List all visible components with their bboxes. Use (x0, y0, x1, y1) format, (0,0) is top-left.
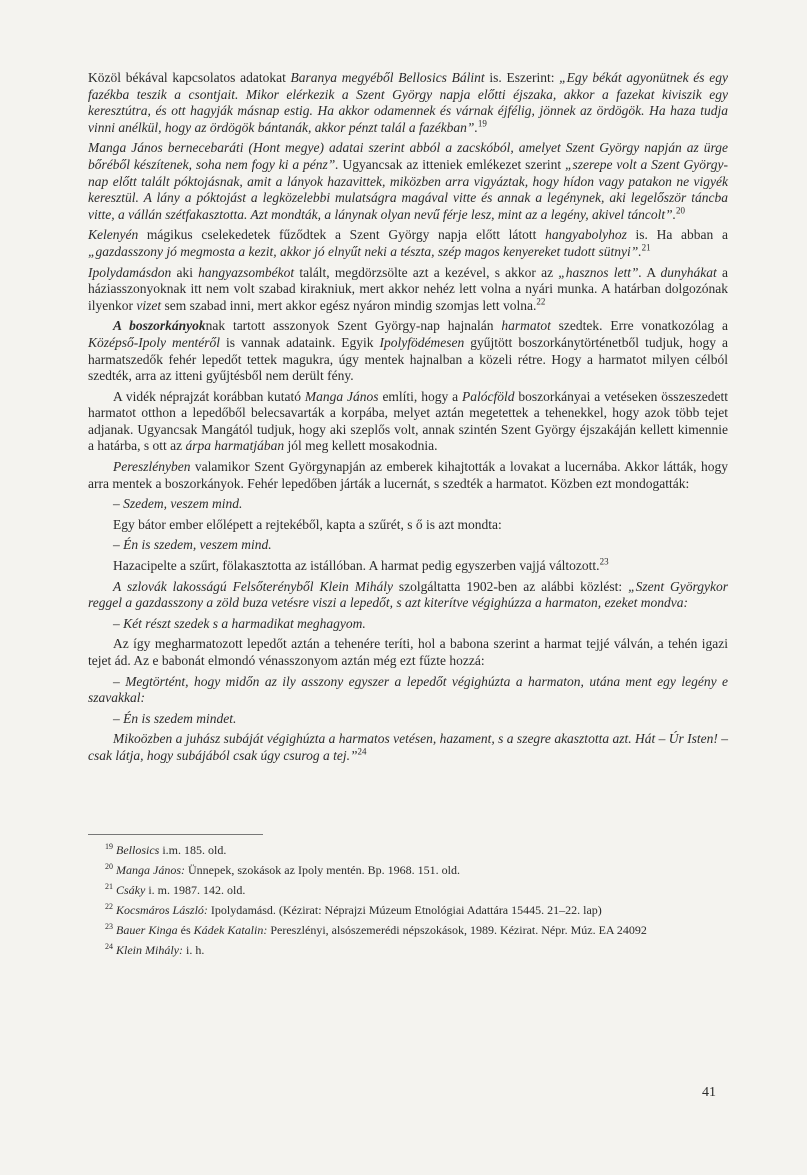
footnote (105, 882, 728, 898)
text-span: Közöl békával kapcsolatos adatokat (88, 70, 291, 85)
text-span: i.m. 185. old. (159, 843, 227, 857)
text-span: Manga János bernecebaráti (Hont megye) adatai szerint abból a zacskóból, amelyet Szent György napján az ürge bőréből készítenek, soha nem fogy ki a pénz”. (88, 140, 728, 172)
text-span: Én is szedem, veszem mind. (123, 537, 272, 553)
footnote-number: 21 (105, 882, 113, 891)
paragraph (88, 389, 728, 455)
text-span: Kocsmáros László: (116, 903, 208, 917)
dialogue-line (88, 537, 728, 554)
text-span: mágikus cselekedetek fűződtek a Szent György napja előtt látott (138, 227, 546, 243)
text-span: – (113, 710, 124, 726)
text-span: Klein Mihály: (116, 943, 183, 957)
text-span: Manga János (304, 388, 379, 404)
text-span: i. m. 1987. 142. old. (145, 883, 246, 897)
text-span: Pereszlényben (113, 459, 191, 475)
footnote-ref: 19 (477, 118, 487, 129)
text-span: aki (171, 264, 199, 280)
dialogue-line (88, 616, 728, 633)
paragraph (88, 731, 728, 764)
text-span: Pereszlényi, alsószemerédi népszokások, 1989. Kézirat. Népr. Múz. EA 24092 (267, 923, 647, 937)
footnote-number: 19 (105, 842, 113, 851)
text-span: A szlovák lakosságú Felsőterényből Klein Mihály (113, 578, 393, 594)
text-span: Ipolydamásdon (88, 264, 172, 280)
footnote (105, 922, 728, 938)
footnote (105, 862, 728, 878)
text-span: – (113, 673, 126, 689)
footnote-ref: 23 (599, 556, 609, 567)
text-span: i. h. (182, 943, 205, 957)
text-span: és (177, 923, 194, 937)
footnote-number: 20 (105, 862, 113, 871)
text-span: harmatot (501, 318, 551, 334)
text-span: „hasznos lett”. (558, 264, 642, 280)
text-span: nak tartott asszonyok Szent György-nap hajnalán (205, 318, 502, 334)
text-span: „Szent Györgykor reggel a gazdasszony a zöld buza vetésre viszi a lepedőt, s azt kiterítve végighúzza a harmaton, ezeket mondva: (88, 578, 728, 611)
text-span: is. Ha abban a (626, 227, 728, 243)
text-span: árpa harmatjában (185, 438, 285, 454)
paragraph (88, 558, 728, 575)
text-span: is vannak adataink. Egyik (220, 334, 380, 350)
text-span: Egy bátor ember előlépett a rejtekéből, kapta a szűrét, s ő is azt mondta: (113, 516, 502, 532)
text-span: A vidék néprajzát korábban kutató (113, 388, 305, 404)
text-span: „gazdasszony jó megmosta a kezit, akkor jó elnyűt neki a tészta, szép magos kenyereket tudott sütnyi”. (88, 243, 642, 259)
text-span: hangyazsombékot (198, 264, 295, 280)
text-span: Bellosics (116, 843, 160, 857)
footnote (105, 942, 728, 958)
text-span: Manga János: (116, 863, 185, 877)
text-span: talált, megdörzsölte azt a kezével, s akkor az (294, 264, 559, 280)
text-span: Hazacipelte a szűrt, fölakasztotta az istállóban. A harmat pedig egyszerben vajjá változott. (113, 558, 600, 574)
text-span: A (641, 264, 661, 280)
text-span: – (113, 615, 124, 631)
text-span: Csáky (116, 883, 146, 897)
page-number: 41 (702, 1085, 716, 1100)
footnote-ref: 24 (357, 746, 367, 757)
paragraph (88, 227, 728, 260)
paragraph (88, 318, 728, 384)
paragraph (88, 579, 728, 612)
text-span: Kádek Katalin: (193, 923, 268, 937)
paragraph (88, 140, 728, 223)
footnote-number: 22 (105, 902, 113, 911)
footnote-number: 23 (105, 922, 113, 931)
text-span: Középső-Ipoly mentéről (88, 334, 221, 350)
text-span: valamikor Szent Györgynapján az emberek kihajtották a lovakat a lucernába. Akkor látták, hogy arra mentek a boszorkányok. Fehér lepedőben járták a lucernát, s szedték a harmatot. Közben ezt mondogatták: (88, 459, 728, 491)
text-span: boszorkányai a vetéseken összeszedett harmatot otthon a lepedőből belecsavarták a korpába, melyet aztán megetettek a tehenekkel, hogy azok több tejet adjanak. Ugyancsak Mangától tudjuk, hogy aki szeplős volt, annak szintén Szent György éjszakáján kellett kimennie a határba, s ott az (88, 388, 728, 454)
text-span: sem szabad inni, mert akkor egész nyáron mindig szomjas lett volna. (161, 297, 537, 313)
text-span: Palócföld (462, 388, 515, 404)
text-span: hangyabolyhoz (545, 227, 627, 243)
text-span: Bauer Kinga (116, 923, 178, 937)
text-span: Ipolyfödémesen (379, 334, 465, 350)
text-span: Baranya megyéből Bellosics Bálint (290, 70, 485, 85)
text-span: Ünnepek, szokások az Ipoly mentén. Bp. 1968. 151. old. (185, 863, 460, 877)
paragraph (88, 636, 728, 669)
text-span: a háziasszonyoknak itt nem volt szabad kirakniuk, mert akkor nehéz lett volna a nyári munka. A határban dolgozónak ilyenkor (88, 264, 728, 313)
footnote-number: 24 (105, 942, 113, 951)
text-span: is. Eszerint: (484, 70, 560, 85)
text-span: vizet (136, 297, 162, 313)
text-span: – (113, 496, 124, 512)
text-span: „Egy békát agyonütnek és egy fazékba teszik a csontjait. Mikor elérkezik a Szent György napja előtti éjszaka, akkor a fazekat kiviszik egy keresztútra, és ott hagyják másnap estig. Ha akkor odamennek és várnak éjfélig, jönnek az ördögök. Ha haza tudja vinni anélkül, hogy az ördögök bántanák, akkor pénzt talál a fazékban”. (88, 70, 728, 135)
body-text (88, 70, 728, 769)
text-span: „szerepe volt a Szent György-nap előtt talált póktojásnak, amit a lányok hazavittek, miközben arra vigyáztak, hogy hídon vagy patakon ne vigyék keresztül. A lány a póktojást a legközelebbi mulatságra magával vitte és annak a legénynek, aki legelőször táncba vitte, a vállán szétfakasztotta. Azt mondták, a lánynak olyan nevű férje lesz, mint az a legény, akivel táncolt”. (88, 156, 728, 222)
text-span: gyűjtött boszorkánytörténetből tudjuk, hogy a harmatszedők fehér lepedőt tettek magukra, úgy mentek hajnalban a közeli rétre. Hogy a harmatot milyen célból szedték, arra az itteni gyűjtésből nem derült fény. (88, 334, 729, 384)
footnote (105, 902, 728, 918)
text-span: Szedem, veszem mind. (123, 496, 243, 512)
footnotes (105, 842, 728, 962)
footnote-ref: 22 (536, 296, 546, 307)
text-span: Két részt szedek s a harmadikat meghagyom. (123, 615, 366, 631)
text-span: Ipolydamásd. (Kézirat: Néprajzi Múzeum Etnológiai Adattára 15445. 21–22. lap) (207, 903, 602, 917)
dialogue-line (88, 496, 728, 513)
paragraph (88, 517, 728, 534)
text-span: Ugyancsak az itteniek emlékezet szerint (338, 156, 566, 172)
paragraph (88, 265, 728, 315)
text-span: szedtek. Erre vonatkozólag a (550, 318, 728, 334)
text-span: – (113, 537, 124, 553)
paragraph (88, 70, 728, 136)
footnote-ref: 21 (641, 242, 651, 253)
footnote (105, 842, 728, 858)
dialogue-line (88, 711, 728, 728)
text-span: Kelenyén (88, 227, 139, 243)
paragraph (88, 459, 728, 492)
text-span: szolgáltatta 1902-ben az alábbi közlést: (392, 578, 629, 594)
footnote-separator (88, 834, 263, 835)
text-span: Mikoözben a juhász subáját végighúzta a harmatos vetésen, hazament, s a szegre akasztotta azt. Hát – Úr Isten! – csak látja, hogy subájából csak úgy csurog a tej.” (88, 731, 728, 763)
text-span: Megtörtént, hogy midőn az ily asszony egyszer a lepedőt végighúzta a harmaton, utána ment egy legény e szavakkal: (88, 673, 729, 706)
text-span: dunyhákat (660, 264, 717, 280)
footnote-ref: 20 (676, 205, 686, 216)
paragraph (88, 674, 728, 707)
text-span: jól meg kellett mosakodnia. (284, 438, 438, 454)
text-span: Én is szedem mindet. (123, 710, 237, 726)
text-span: Az így megharmatozott lepedőt aztán a tehenére teríti, hol a babona szerint a harmat tejjé válván, a tehén igazi tejet ád. Az e babonát elmondó vénasszonyom aztán még ezt fűzte hozzá: (88, 636, 728, 668)
text-span: említi, hogy a (378, 388, 462, 404)
text-span: A boszorkányok (113, 318, 206, 334)
